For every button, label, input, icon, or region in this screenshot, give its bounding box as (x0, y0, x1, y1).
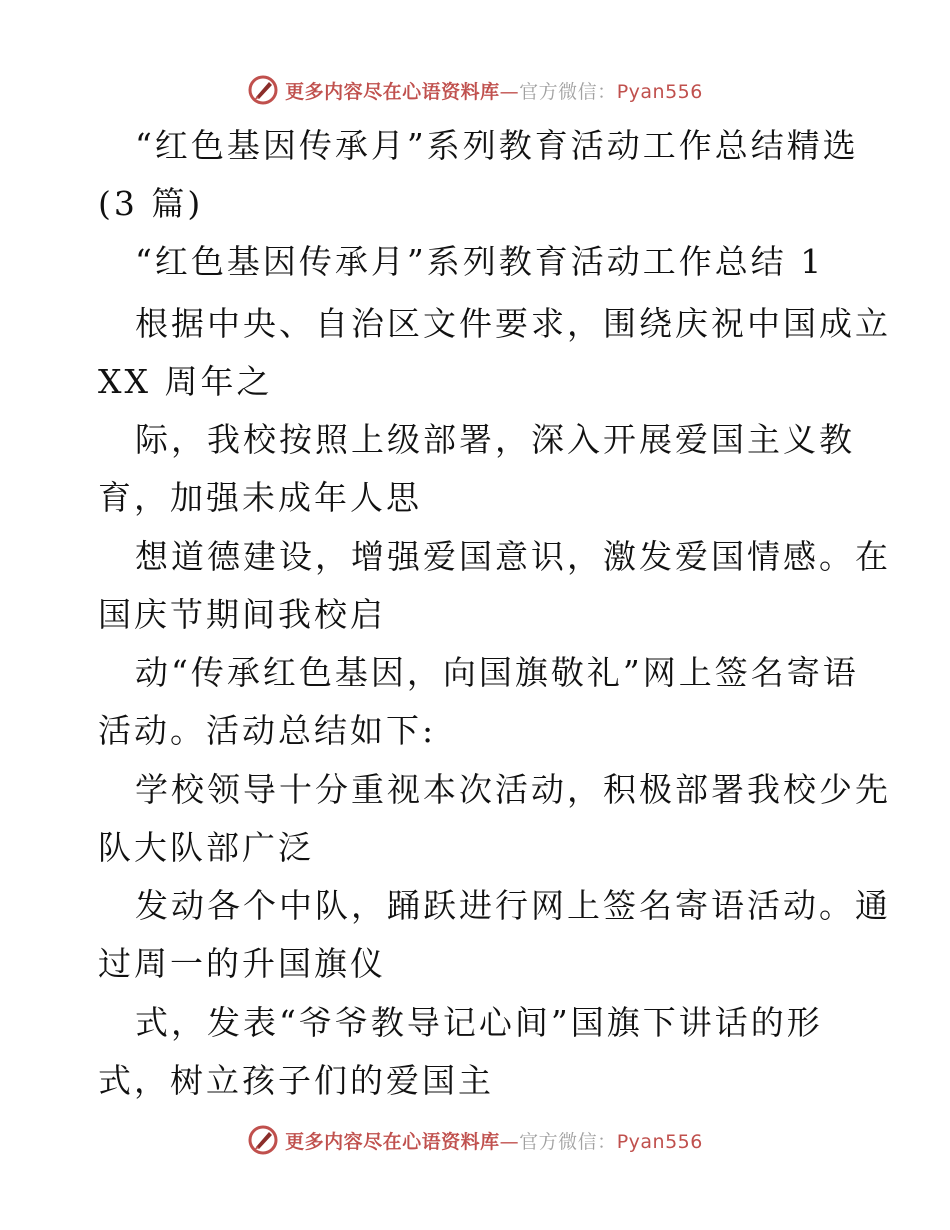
body-text-line: 式，发表“爷爷教导记心间”国旗下讲话的形 (135, 1003, 823, 1042)
body-text-line: 动“传承红色基因，向国旗敬礼”网上签名寄语 (135, 653, 859, 692)
body-text-line: 过周一的升国旗仪 (98, 944, 386, 983)
body-text-line: 发动各个中队，踊跃进行网上签名寄语活动。通 (135, 886, 891, 925)
body-text-line: XX 周年之 (98, 362, 273, 401)
body-text-line: 育，加强未成年人思 (98, 478, 422, 517)
body-text-line: 想道德建设，增强爱国意识，激发爱国情感。在 (135, 537, 891, 576)
watermark-wechat-id: Pyan556 (616, 80, 703, 103)
document-title-line-2: (3 篇) (98, 184, 204, 223)
body-text-line: 式，树立孩子们的爱国主 (98, 1061, 494, 1100)
watermark-text (285, 1127, 703, 1154)
document-title-line-1: “红色基因传承月”系列教育活动工作总结精选 (135, 126, 859, 165)
body-text-line: 学校领导十分重视本次活动，积极部署我校少先 (135, 770, 891, 809)
header-watermark (0, 70, 950, 110)
body-text-line: 根据中央、自治区文件要求，围绕庆祝中国成立 (135, 304, 891, 343)
watermark-wechat-id: Pyan556 (616, 1130, 703, 1153)
quill-pen-logo-icon (247, 74, 279, 106)
watermark-separator: — (499, 1130, 520, 1153)
watermark-text (285, 77, 703, 104)
watermark-site-text: 更多内容尽在心语资料库 (285, 1130, 500, 1153)
body-text-line: 国庆节期间我校启 (98, 595, 386, 634)
watermark-label-text: 官方微信： (519, 80, 617, 103)
watermark-label-text: 官方微信： (519, 1130, 617, 1153)
body-text-line: 活动。活动总结如下: (98, 711, 437, 750)
body-text-line: 际，我校按照上级部署，深入开展爱国主义教 (135, 420, 855, 459)
section-heading: “红色基因传承月”系列教育活动工作总结 1 (135, 242, 825, 281)
quill-pen-logo-icon (247, 1124, 279, 1156)
body-text-line: 队大队部广泛 (98, 828, 314, 867)
footer-watermark (0, 1120, 950, 1160)
watermark-separator: — (499, 80, 520, 103)
watermark-site-text: 更多内容尽在心语资料库 (285, 80, 500, 103)
